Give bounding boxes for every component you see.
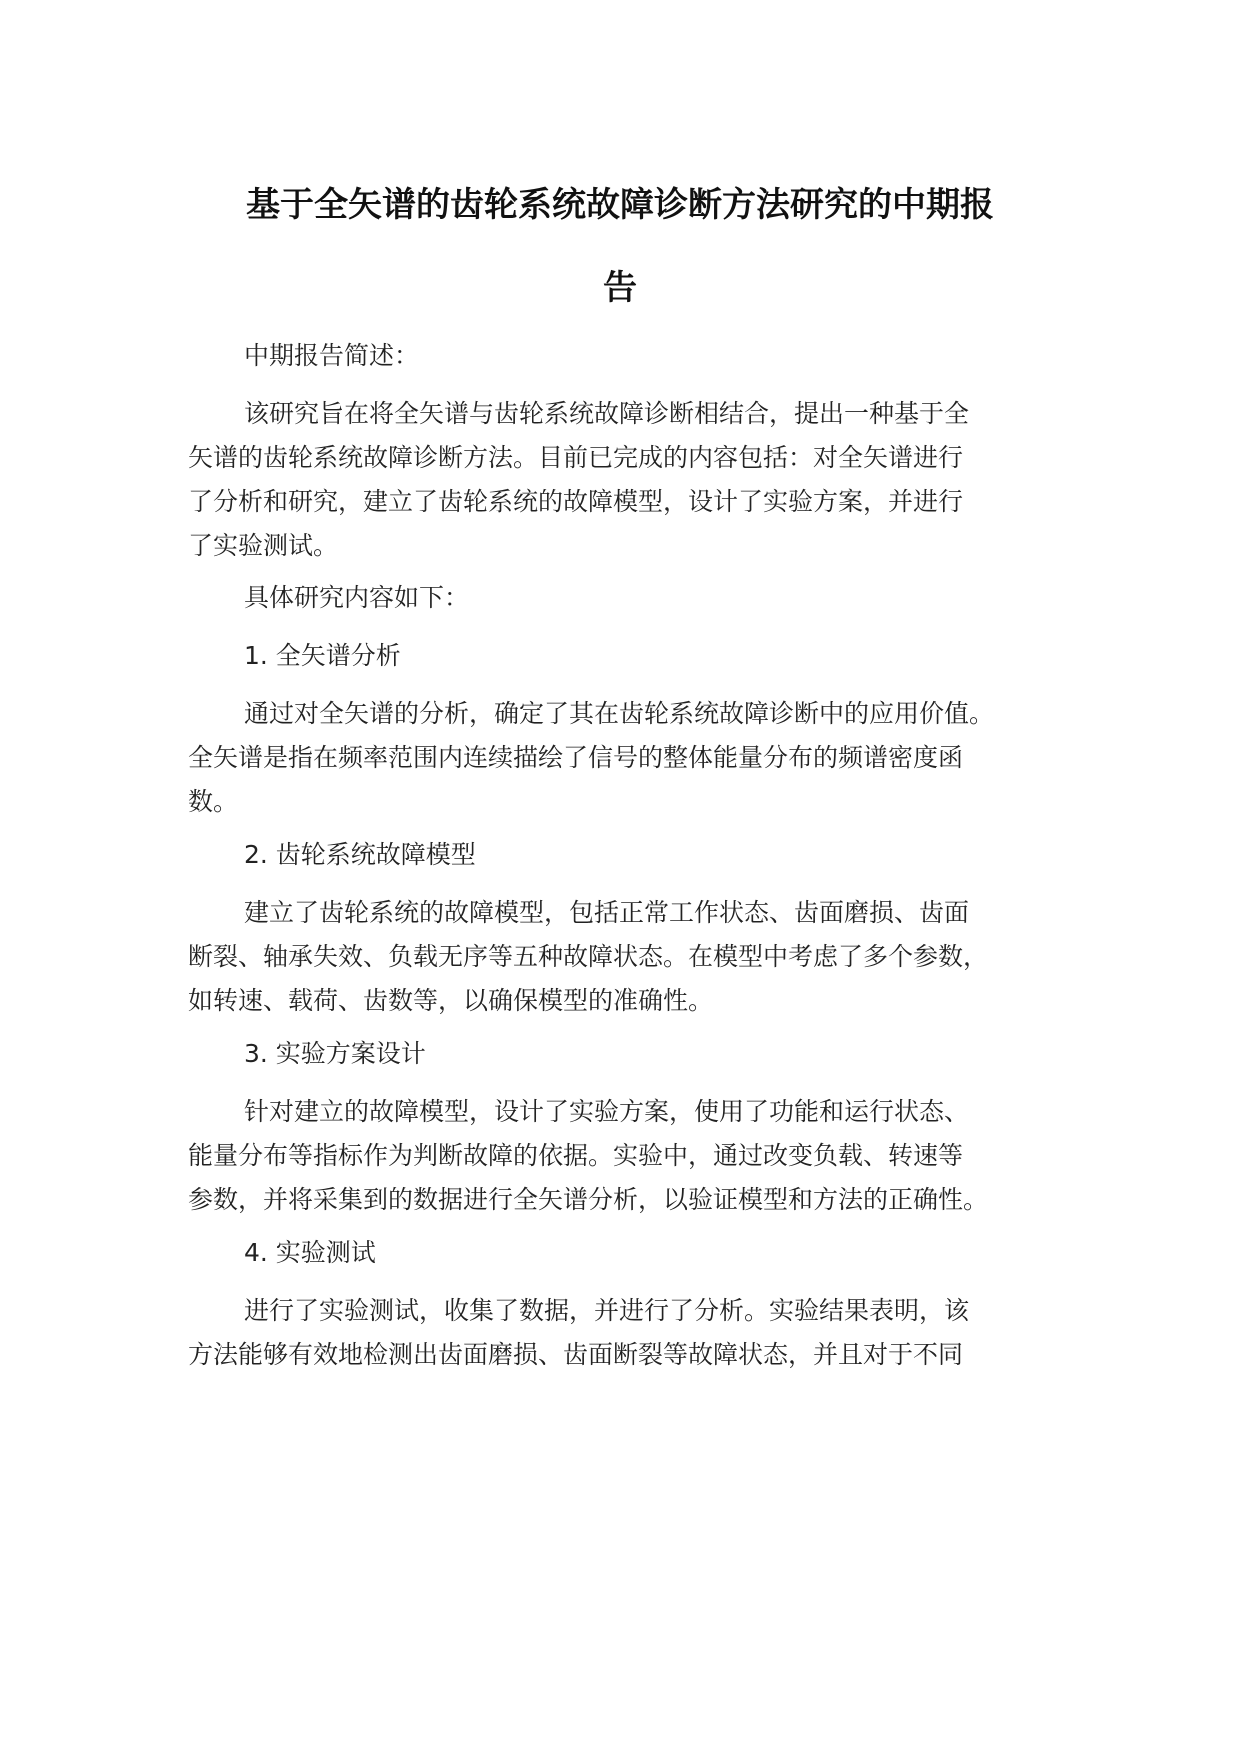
section-line: 方法能够有效地检测出齿面磨损、齿面断裂等故障状态，并且对于不同 <box>188 1340 964 1369</box>
section-line: 通过对全矢谱的分析，确定了其在齿轮系统故障诊断中的应用价值。 <box>244 699 995 728</box>
section-heading-text: 2. 齿轮系统故障模型 <box>244 840 476 869</box>
section-line: 能量分布等指标作为判断故障的依据。实验中，通过改变负载、转速等 <box>188 1141 964 1170</box>
section-line: 建立了齿轮系统的故障模型，包括正常工作状态、齿面磨损、齿面 <box>244 898 970 927</box>
intro-line: 矢谱的齿轮系统故障诊断方法。目前已完成的内容包括：对全矢谱进行 <box>188 443 964 472</box>
contents-heading <box>188 576 1088 620</box>
section-heading-text: 3. 实验方案设计 <box>244 1039 426 1068</box>
summary-heading <box>188 334 1088 378</box>
intro-paragraph <box>188 392 1088 568</box>
section-1-paragraph <box>188 692 1088 824</box>
intro-line: 该研究旨在将全矢谱与齿轮系统故障诊断相结合，提出一种基于全 <box>244 399 970 428</box>
section-line: 全矢谱是指在频率范围内连续描绘了信号的整体能量分布的频谱密度函 <box>188 743 964 772</box>
intro-line: 了分析和研究，建立了齿轮系统的故障模型，设计了实验方案，并进行 <box>188 487 964 516</box>
document-title-line-1: 基于全矢谱的齿轮系统故障诊断方法研究的中期报 <box>246 185 994 225</box>
section-line: 断裂、轴承失效、负载无序等五种故障状态。在模型中考虑了多个参数， <box>188 942 989 971</box>
section-4-heading <box>188 1231 1088 1275</box>
section-2-paragraph <box>188 891 1088 1023</box>
section-1-heading <box>188 634 1088 678</box>
section-line: 如转速、载荷、齿数等，以确保模型的准确性。 <box>188 986 714 1015</box>
section-3-heading <box>188 1032 1088 1076</box>
section-line: 参数，并将采集到的数据进行全矢谱分析，以验证模型和方法的正确性。 <box>188 1185 989 1214</box>
section-3-paragraph <box>188 1090 1088 1222</box>
contents-heading-text: 具体研究内容如下： <box>244 583 470 612</box>
document-title-line-2: 告 <box>603 268 637 308</box>
section-line: 数。 <box>188 787 239 816</box>
section-line: 针对建立的故障模型，设计了实验方案，使用了功能和运行状态、 <box>244 1097 970 1126</box>
section-heading-text: 1. 全矢谱分析 <box>244 641 401 670</box>
intro-line: 了实验测试。 <box>188 531 339 560</box>
section-heading-text: 4. 实验测试 <box>244 1238 376 1267</box>
section-2-heading <box>188 833 1088 877</box>
section-4-paragraph <box>188 1289 1088 1377</box>
summary-heading-text: 中期报告简述： <box>244 341 420 370</box>
section-line: 进行了实验测试，收集了数据，并进行了分析。实验结果表明，该 <box>244 1296 970 1325</box>
